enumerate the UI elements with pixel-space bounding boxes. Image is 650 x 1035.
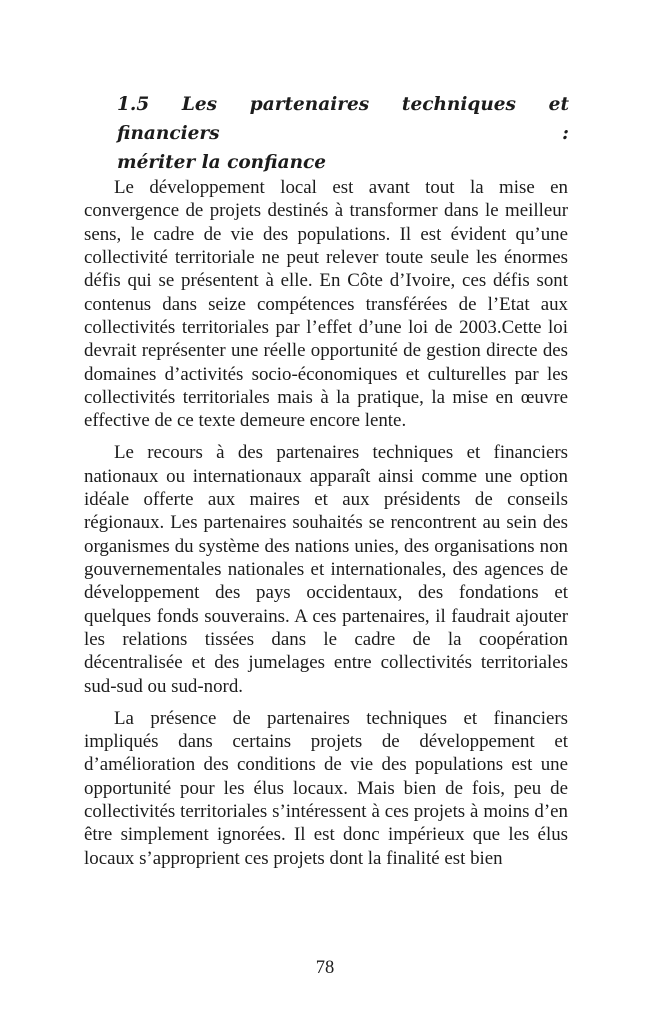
body-text [84, 176, 568, 878]
paragraph-3: La présence de partenaires techniques et financiers impliqués dans certains projets de développement et d’amélioration des conditions de vie des populations est une opportunité pour les élus locaux. Mais bien de fois, peu de collectivités territoriales s’intéressent à ces projets à moins d’en être simplement ignorées. Il est donc impérieux que les élus locaux s’approprient ces projets dont la finalité est bien [84, 707, 568, 869]
paragraph-1: Le développement local est avant tout la mise en convergence de projets destinés à transformer dans le meilleur sens, le cadre de vie des populations. Il est évident qu’une collectivité territoriale ne peut relever toute seule les énormes défis qui se présentent à elle. En Côte d’Ivoire, ces défis sont contenus dans seize compétences transférées de l’Etat aux collectivités territoriales par l’effet d’une loi de 2003.Cette loi devrait représenter une réelle opportunité de gestion directe des domaines d’activités socio-économiques et culturelles par les collectivités territoriales mais à la pratique, la mise en œuvre effective de ce texte demeure encore lente. [84, 177, 568, 432]
page-number: 78 [315, 958, 335, 978]
section-heading [117, 90, 569, 177]
paragraph-2: Le recours à des partenaires techniques et financiers nationaux ou internationaux apparaît ainsi comme une option idéale offerte aux maires et aux présidents de conseils régionaux. Les partenaires souhaités se rencontrent au sein des organismes du système des nations unies, des organisations non gouvernementales nationales et internationales, des agences de développement des pays occidentaux, des fondations et quelques fonds souverains. A ces partenaires, il faudrait ajouter les relations tissées dans le cadre de la coopération décentralisée et des jumelages entre collectivités territoriales sud-sud ou sud-nord. [84, 442, 568, 697]
section-heading-line-1: 1.5 Les partenaires techniques et financiers : [117, 94, 569, 144]
section-heading-line-2: mériter la confiance [117, 152, 327, 173]
